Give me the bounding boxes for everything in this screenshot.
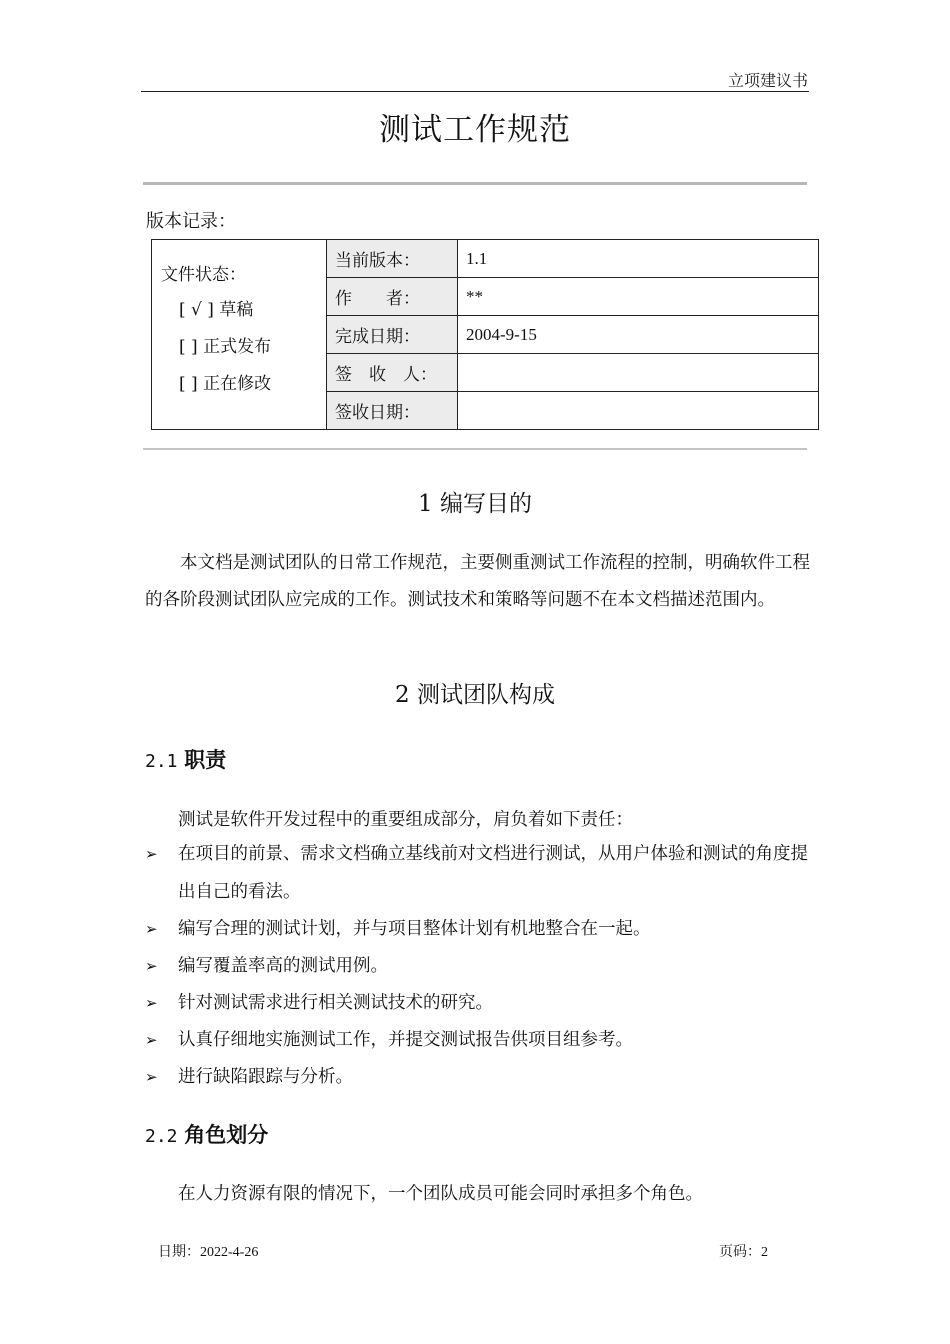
list-item [145,910,810,948]
list-item [145,984,810,1022]
field-label: 签 收 人： [327,354,458,392]
field-value [458,392,819,430]
field-value: 1.1 [458,240,819,278]
subsection-number: 2.1 [145,751,178,772]
subsection-title: 角色划分 [184,1123,269,1147]
status-option-released: [ ] 正式发布 [179,337,272,357]
field-label: 签收日期： [327,392,458,430]
roles-intro: 在人力资源有限的情况下，一个团队成员可能会同时承担多个角色。 [178,1184,703,1204]
arrow-bullet-icon: ➢ [145,845,158,863]
table-divider [143,448,807,450]
header-label: 立项建议书 [727,71,808,90]
field-label: 当前版本： [327,240,458,278]
document-status-cell [152,240,327,430]
table-row [152,240,819,278]
field-value [458,354,819,392]
document-title: 测试工作规范 [379,112,571,148]
version-record-label: 版本记录： [146,211,236,232]
status-title: 文件状态： [161,265,246,285]
list-item-text: 针对测试需求进行相关测试技术的研究。 [178,993,493,1013]
section-heading-1: 1 编写目的 [418,491,532,517]
list-item [145,947,810,985]
subsection-number: 2.2 [145,1126,178,1147]
subsection-title: 职责 [184,748,227,772]
title-divider [143,182,807,185]
subsection-heading-2-2 [145,1119,268,1149]
list-item [145,1058,810,1096]
subsection-heading-2-1 [145,744,226,774]
list-item-text: 认真仔细地实施测试工作，并提交测试报告供项目组参考。 [178,1030,633,1050]
arrow-bullet-icon: ➢ [145,994,158,1012]
footer-date: 日期：2022-4-26 [158,1245,259,1260]
status-option-revising: [ ] 正在修改 [179,374,272,394]
field-label: 作 者： [327,278,458,316]
list-item [145,1021,810,1059]
section-1-paragraph: 本文档是测试团队的日常工作规范，主要侧重测试工作流程的控制，明确软件工程的各阶段测试团队应完成的工作。测试技术和策略等问题不在本文档描述范围内。 [145,553,810,610]
list-item [145,835,810,911]
field-label: 完成日期： [327,316,458,354]
header-rule [141,91,809,92]
responsibilities-intro: 测试是软件开发过程中的重要组成部分，肩负着如下责任： [178,810,633,830]
footer-page-number: 页码：2 [719,1245,768,1260]
list-item-text: 进行缺陷跟踪与分析。 [178,1067,353,1087]
status-option-draft: [ √ ] 草稿 [179,300,254,320]
arrow-bullet-icon: ➢ [145,1068,158,1086]
version-record-table [151,239,819,430]
list-item-text: 编写合理的测试计划，并与项目整体计划有机地整合在一起。 [178,919,651,939]
arrow-bullet-icon: ➢ [145,957,158,975]
field-value: ** [458,278,819,316]
list-item-text: 编写覆盖率高的测试用例。 [178,956,388,976]
arrow-bullet-icon: ➢ [145,920,158,938]
section-heading-2: 2 测试团队构成 [395,682,555,708]
list-item-text: 在项目的前景、需求文档确立基线前对文档进行测试，从用户体验和测试的角度提出自己的看法。 [178,844,808,902]
arrow-bullet-icon: ➢ [145,1031,158,1049]
field-value: 2004-9-15 [458,316,819,354]
